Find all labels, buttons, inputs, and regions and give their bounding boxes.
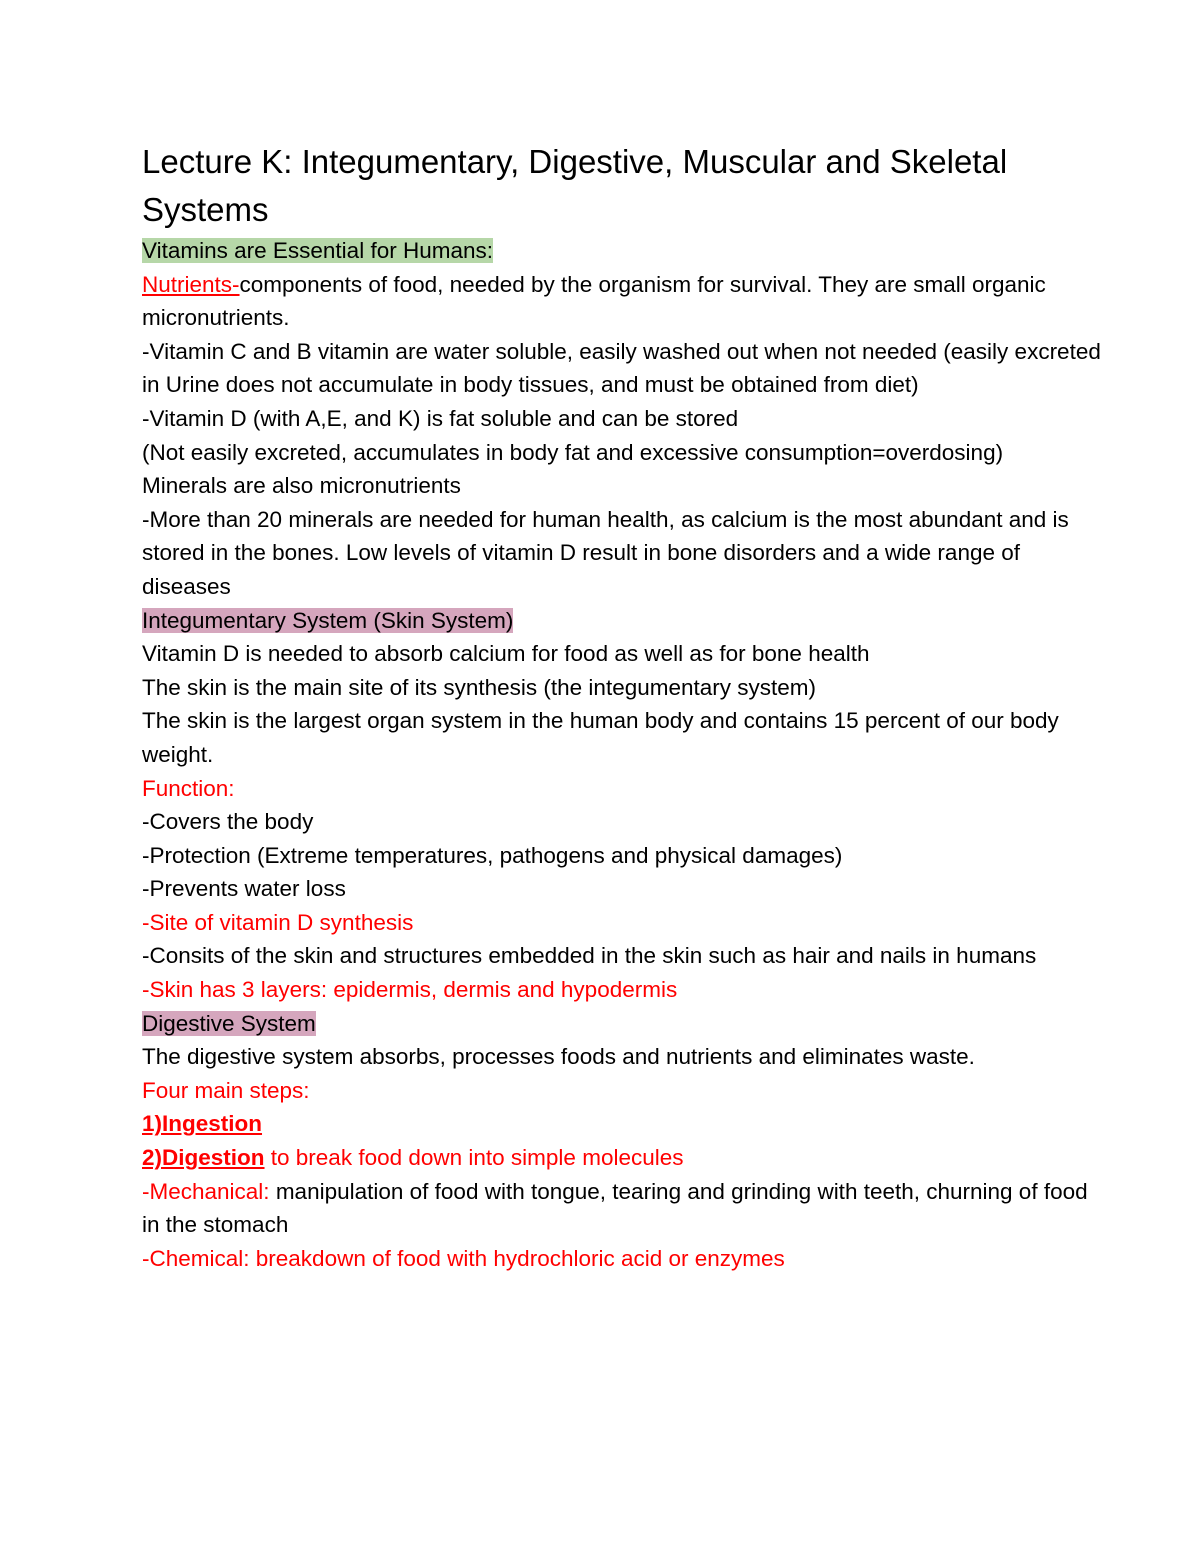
- nutrients-term: Nutrients-: [142, 271, 240, 297]
- vitamins-heading-line: [142, 234, 1102, 268]
- digestive-heading: Digestive System: [142, 1010, 316, 1036]
- digestive-intro: The digestive system absorbs, processes foods and nutrients and eliminates waste.: [142, 1044, 975, 1070]
- step-1-line: [142, 1107, 1102, 1141]
- integumentary-heading-line: [142, 604, 1102, 638]
- step-1-ingestion: 1)Ingestion: [142, 1111, 263, 1137]
- mechanical-description: manipulation of food with tongue, tearing and grinding with teeth, churning of food in the stomach: [142, 1178, 1088, 1238]
- fat-soluble-line: -Vitamin D (with A,E, and K) is fat soluble and can be stored: [142, 405, 739, 431]
- function-item: -Skin has 3 layers: epidermis, dermis and hypodermis: [142, 977, 678, 1003]
- function-item: -Covers the body: [142, 809, 314, 835]
- function-item: -Site of vitamin D synthesis: [142, 909, 414, 935]
- function-item: -Protection (Extreme temperatures, pathogens and physical damages): [142, 842, 843, 868]
- minerals-detail: -More than 20 minerals are needed for human health, as calcium is the most abundant and is stored in the bones. Low levels of vitamin D result in bone disorders and a wide range of diseases: [142, 506, 1069, 599]
- document-page: [142, 138, 1102, 1275]
- digestive-heading-line: [142, 1007, 1102, 1041]
- document-title: Lecture K: Integumentary, Digestive, Muscular and Skeletal Systems: [142, 143, 1008, 228]
- integumentary-line-2: The skin is the main site of its synthesis (the integumentary system): [142, 674, 817, 700]
- nutrients-definition: [142, 268, 1102, 335]
- mechanical-label: -Mechanical:: [142, 1178, 270, 1204]
- steps-label: Four main steps:: [142, 1077, 310, 1103]
- step-2-digestion: 2)Digestion: [142, 1145, 265, 1171]
- water-soluble-line: -Vitamin C and B vitamin are water soluble, easily washed out when not needed (easily excreted in Urine does not accumulate in body tissues, and must be obtained from diet): [142, 338, 1101, 398]
- step-2-description: to break food down into simple molecules: [264, 1145, 684, 1171]
- chemical-line: -Chemical: breakdown of food with hydrochloric acid or enzymes: [142, 1245, 785, 1271]
- step-2-line: [142, 1141, 1102, 1175]
- function-label: Function:: [142, 775, 235, 801]
- vitamins-heading: Vitamins are Essential for Humans:: [142, 238, 493, 263]
- integumentary-line-1: Vitamin D is needed to absorb calcium for food as well as for bone health: [142, 641, 870, 667]
- integumentary-heading: Integumentary System (Skin System): [142, 607, 514, 633]
- fat-soluble-note: (Not easily excreted, accumulates in body fat and excessive consumption=overdosing): [142, 439, 1004, 465]
- nutrients-def-text: components of food, needed by the organism for survival. They are small organic micronutrients.: [142, 271, 1046, 331]
- minerals-line: Minerals are also micronutrients: [142, 473, 461, 499]
- integumentary-line-3: The skin is the largest organ system in the human body and contains 15 percent of our body weight.: [142, 708, 1059, 767]
- function-item: -Consits of the skin and structures embedded in the skin such as hair and nails in humans: [142, 943, 1037, 969]
- mechanical-line: [142, 1175, 1102, 1242]
- function-item: -Prevents water loss: [142, 876, 346, 902]
